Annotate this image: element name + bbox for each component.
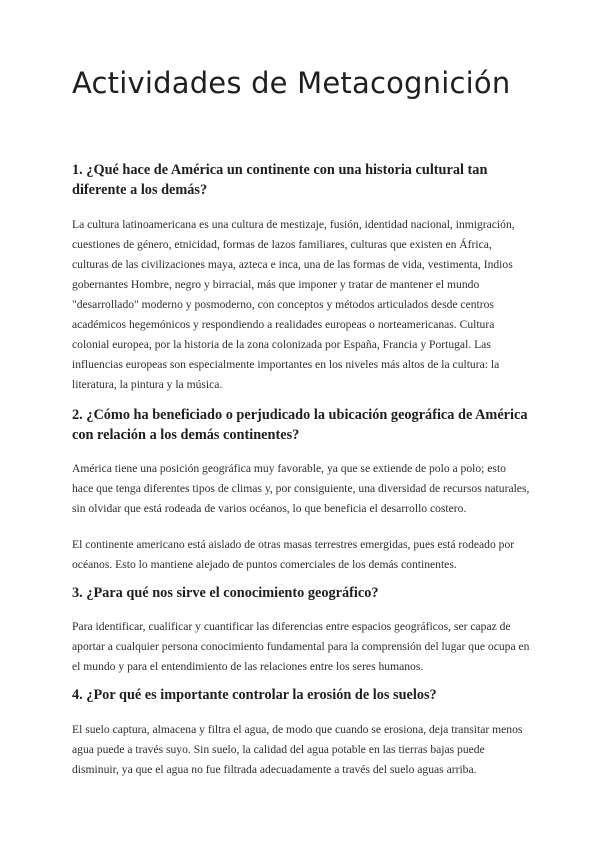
question-section-1 — [72, 161, 530, 395]
question-heading-4: 4. ¿Por qué es importante controlar la erosión de los suelos? — [72, 686, 437, 703]
answer-paragraph: Para identificar, cualificar y cuantificar las diferencias entre espacios geográficos, ser capaz de aportar a cualquier persona conocimiento fundamental para la comprensión del lugar que ocupa en el mundo y para el entendimiento de las relaciones entre los seres humanos. — [72, 619, 530, 673]
answer-paragraph: América tiene una posición geográfica muy favorable, ya que se extiende de polo a polo; esto hace que tenga diferentes tipos de climas y, por consiguiente, una diversidad de recursos naturales, sin olvidar que está rodeada de varios océanos, lo que beneficia el desarrollo costero. — [72, 462, 530, 515]
question-section-2 — [72, 406, 530, 575]
question-section-4 — [72, 686, 530, 781]
document-body — [72, 161, 530, 796]
answer-paragraph: El continente americano está aislado de otras masas terrestres emergidas, pues está rodeado por océanos. Esto lo mantiene alejado de puntos comerciales de los demás continentes. — [72, 538, 515, 571]
answer-paragraph: La cultura latinoamericana es una cultura de mestizaje, fusión, identidad nacional, inmigración, cuestiones de género, etnicidad, formas de lazos familiares, culturas que existen en África, culturas de las civilizaciones maya, azteca e inca, una de las formas de vida, vestimenta, Indios gobernantes Hombre, negro y birracial, más que imponer y tratar de mantener el mundo "desarrollado" moderno y posmoderno, con conceptos y métodos articulados desde centros académicos hegemónicos y respondiendo a realidades europeas o norteamericanas. Cultura colonial europea, por la historia de la zona colonizada por España, Francia y Portugal. Las influencias europeas son especialmente importantes en los niveles más altos de la cultura: la literatura, la pintura y la música. — [72, 218, 515, 391]
answer-paragraph: El suelo captura, almacena y filtra el agua, de modo que cuando se erosiona, deja transitar menos agua puede a través suyo. Sin suelo, la calidad del agua potable en las tierras bajas puede disminuir, ya que el agua no fue filtrada adecuadamente a través del suelo aguas arriba. — [72, 723, 523, 776]
question-heading-1: 1. ¿Qué hace de América un continente con una historia cultural tan diferente a los demás? — [72, 162, 488, 198]
question-heading-2: 2. ¿Cómo ha beneficiado o perjudicado la ubicación geográfica de América con relación a los demás continentes? — [72, 407, 528, 443]
question-section-3 — [72, 584, 530, 677]
page-title: Actividades de Metacognición — [72, 66, 511, 100]
question-heading-3: 3. ¿Para qué nos sirve el conocimiento geográfico? — [72, 585, 379, 601]
